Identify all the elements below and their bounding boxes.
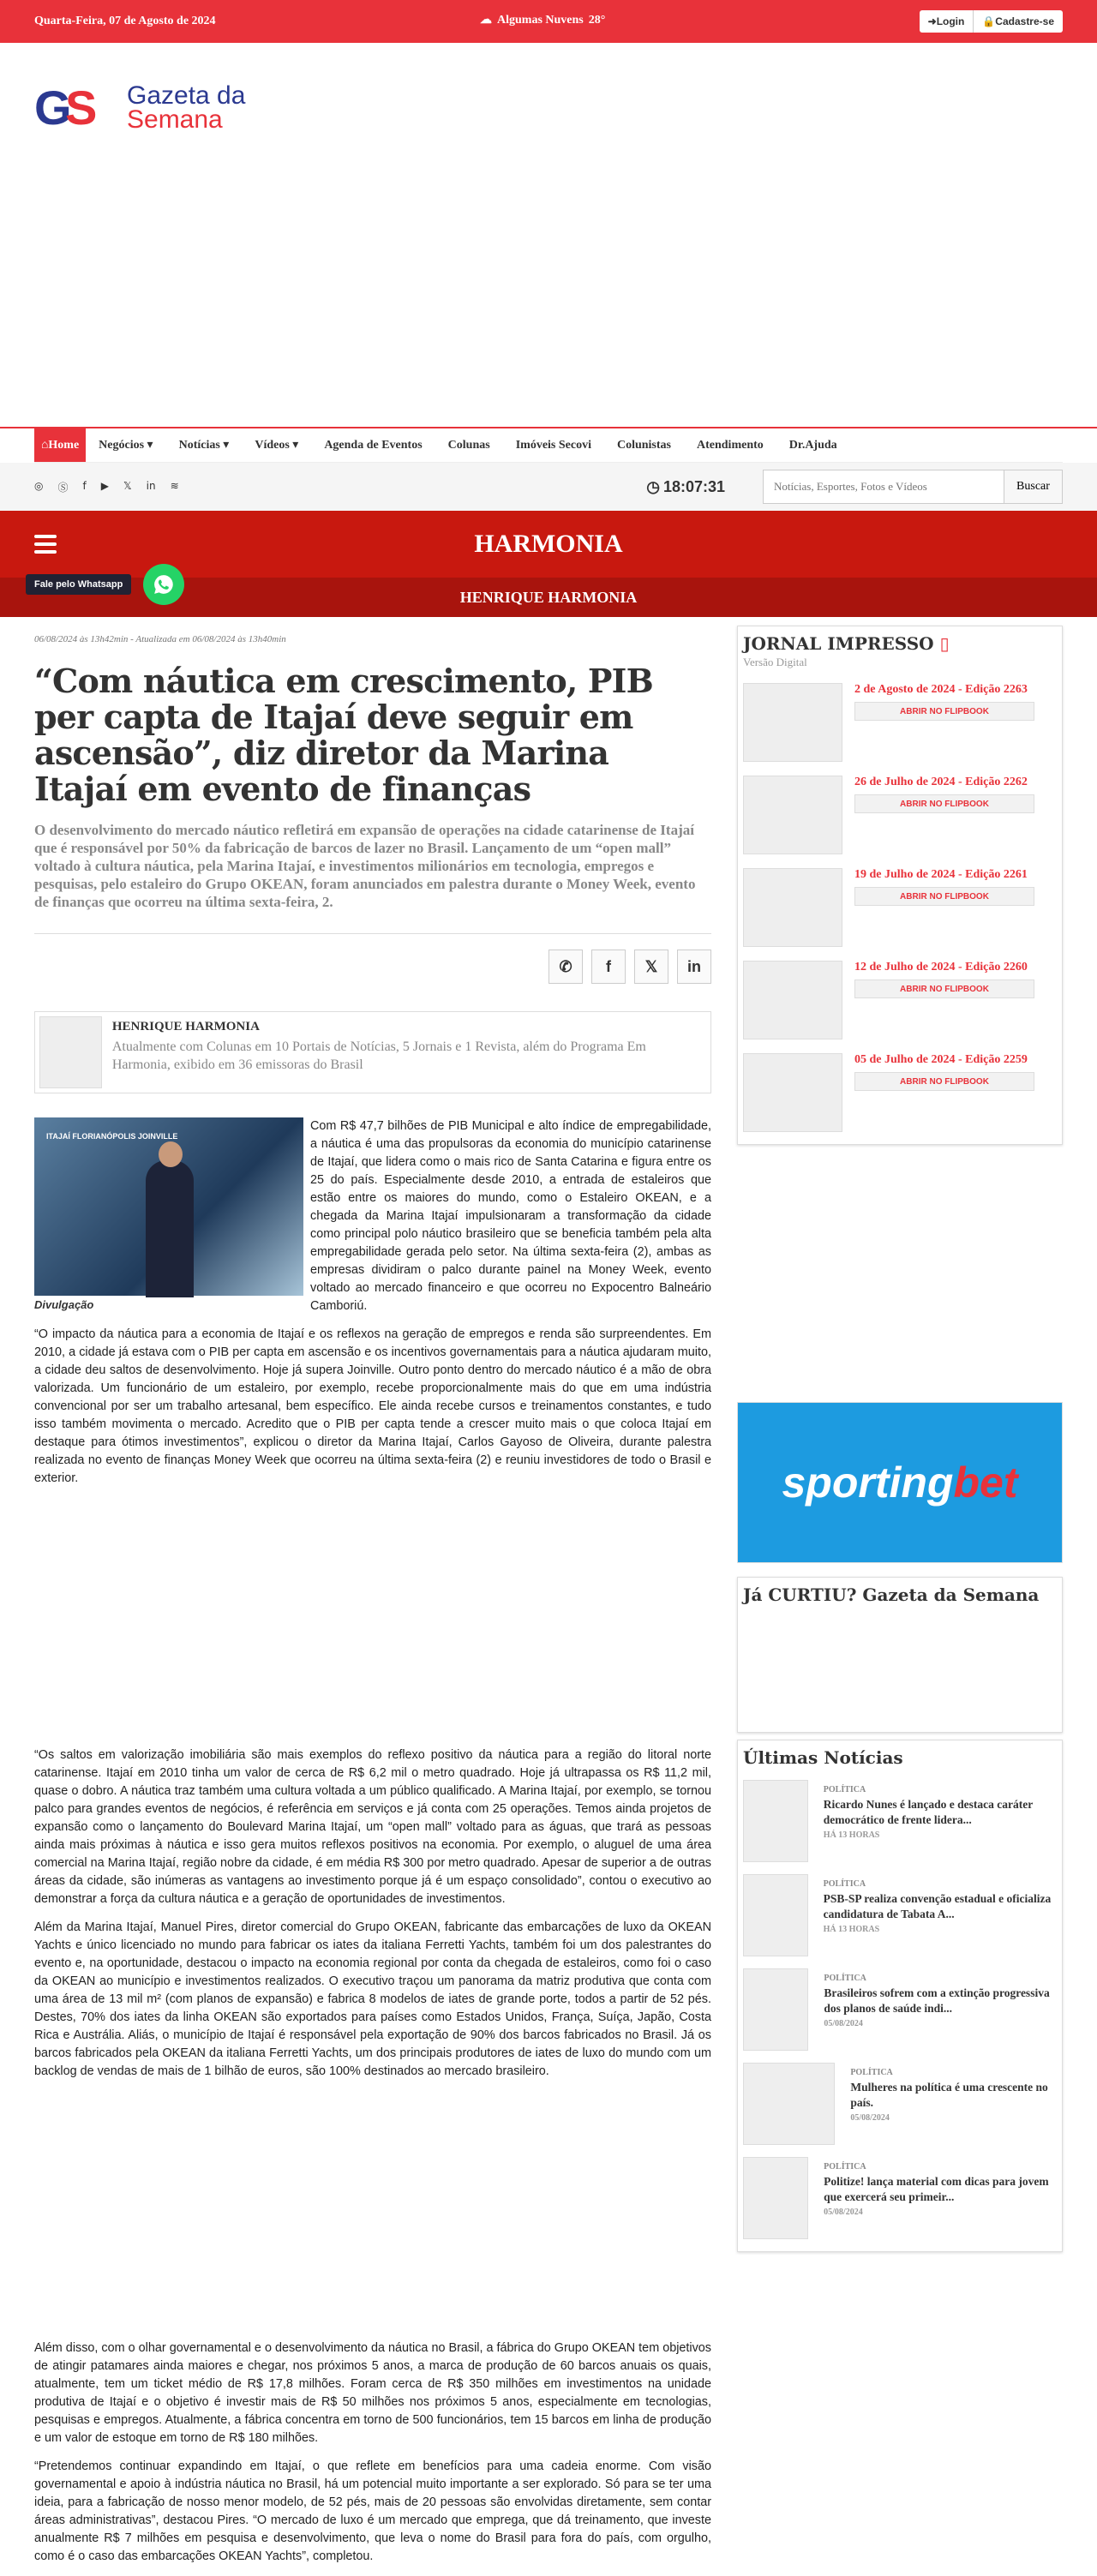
edition-cover[interactable] — [743, 961, 842, 1039]
edition-item — [743, 961, 1057, 1039]
search-button[interactable]: Buscar — [1004, 470, 1062, 503]
sub-nav — [0, 463, 1097, 511]
paragraph: “Pretendemos continuar expandindo em Itajaí, o que reflete em benefícios para uma cadeia enorme. Com visão governamental e apoio à indústria náutica no Brasil, há um potencial muito importante a ser explorado. Só para se ter uma ideia, para a fabricação de nosso menor modelo, de 52 pés, mais de 20 pessoas são envolvidas diretamente, sem contar áreas administrativas”, destacou Pires. “O mercado de luxo é um mercado que emprega, que dá treinamento, que investe anualmente R$ 7 milhões em pesquisa e desenvolvimento, que leva o nome do Brasil para fora do país, com orgulho, como é o caso das embarcações OKEAN Yachts”, completou. — [34, 2459, 711, 2563]
edition-title[interactable]: 12 de Julho de 2024 - Edição 2260 — [854, 961, 1028, 973]
weather — [480, 13, 605, 27]
news-thumb[interactable] — [743, 1874, 808, 1956]
current-date: Quarta-Feira, 07 de Agosto de 2024 — [34, 15, 216, 27]
news-item[interactable]: POLÍTICA Politize! lança material com dicas para jovem que exercerá seu primeir... 05/08/2024 — [743, 2157, 1057, 2239]
article-meta: 06/08/2024 às 13h42min - Atualizada em 06/08/2024 às 13h40min — [34, 634, 286, 644]
clock: ◷ 18:07:31 — [646, 477, 725, 495]
whatsapp-label: Fale pelo Whatsapp — [26, 574, 131, 595]
home-icon: ⌂ — [41, 438, 49, 452]
nav-imoveis[interactable]: Imóveis Secovi — [515, 438, 591, 452]
paragraph: Além da Marina Itajaí, Manuel Pires, diretor comercial do Grupo OKEAN, fabricante das embarcações de luxo da OKEAN Yachts e único licenciado no mundo para fabricar os iates da italiana Ferretti Yachts, também foi um dos palestrantes do evento e, na oportunidade, destacou o impacto na economia regional por conta da chegada de estaleiros, como foi o caso da OKEAN ao município e investimentos realizados. O executivo traçou um panorama da matriz produtiva que conta com uma área de 13 mil m² (com planos de expansão) e fabrica 8 modelos de iates de grande porte, todos a partir de 52 pés. Destes, 70% dos iates da linha OKEAN são exportados para países como Estados Unidos, França, Suíça, Japão, Costa Rica e Austrália. Aliás, o município de Itajaí é responsável pela exportação de 90% dos barcos fabricados no Brasil. Já os barcos fabricados pela OKEAN da italiana Ferretti Yachts, um dos principais produtores de iates de luxo do mundo com um backlog de vendas de mais de 1 bilhão de euros, são 100% destinados ao mercado brasileiro. — [34, 1920, 711, 2078]
latest-news-box — [737, 1740, 1063, 2252]
search-form — [763, 470, 1063, 504]
paragraph: Com R$ 47,7 bilhões de PIB Municipal e alto índice de empregabilidade, a náutica é uma das propulsoras da economia do município catarinense de Itajaí, que lidera como o mais rico de Santa Catarina e figura entre os 25 do país. Especialmente desde 2010, a entrada de estaleiros que estão entre os maiores do mundo, como o Estaleiro OKEAN, e a chegada da Marina Itajaí impulsionaram a transformação da cidade como principal polo náutico brasileiro que se beneficia também pela alta empregabilidade gerada pelo setor. Na última sexta-feira (2), ambas as empresas dividiram o palco durante painel na Money Week, evento voltado ao mercado financeiro e que ocorreu no Expocentro Balneário Camboriú. — [310, 1119, 711, 1313]
nav-colunas[interactable]: Colunas — [447, 438, 490, 452]
news-thumb[interactable] — [743, 1780, 808, 1862]
nav-drajuda[interactable]: Dr.Ajuda — [788, 438, 837, 452]
latest-news-title: Últimas Notícias — [743, 1747, 903, 1768]
article-headline: “Com náutica em crescimento, PIB per capta de Itajaí deve seguir em ascensão”, diz diretor da Marina Itajaí em evento de finanças — [34, 662, 653, 808]
photo-banner-text: ITAJAÍ FLORIANÓPOLIS JOINVILLE — [46, 1132, 178, 1141]
nav-videos[interactable]: Vídeos ▾ — [255, 439, 299, 452]
edition-item — [743, 868, 1057, 947]
news-item[interactable]: POLÍTICA PSB-SP realiza convenção estadual e oficializa candidatura de Tabata A... HÁ 13 HORAS — [743, 1874, 1057, 1956]
photo-caption: Divulgação — [34, 1298, 94, 1311]
edition-item — [743, 1053, 1057, 1132]
whatsapp-widget[interactable] — [26, 564, 184, 605]
linkedin-icon[interactable]: in — [146, 479, 156, 492]
nav-agenda[interactable]: Agenda de Eventos — [324, 438, 423, 452]
edition-cover[interactable] — [743, 1053, 842, 1132]
nav-atendimento[interactable]: Atendimento — [697, 438, 764, 452]
login-button[interactable]: ➜Login — [920, 10, 974, 33]
site-logo[interactable] — [34, 81, 1063, 135]
edition-title[interactable]: 26 de Julho de 2024 - Edição 2262 — [854, 776, 1028, 788]
news-thumb[interactable] — [743, 2063, 835, 2145]
section-title: HARMONIA — [474, 530, 623, 558]
sidebar — [737, 626, 1063, 2576]
flipbook-button[interactable]: ABRIR NO FLIPBOOK — [854, 702, 1034, 721]
news-item[interactable]: POLÍTICA Brasileiros sofrem com a extinção progressiva dos planos de saúde indi... 05/08/2024 — [743, 1968, 1057, 2051]
edition-item — [743, 776, 1057, 854]
top-bar — [0, 0, 1097, 43]
paragraph: Além disso, com o olhar governamental e o desenvolvimento da náutica no Brasil, a fábrica do Grupo OKEAN tem objetivos de atingir patamares ainda maiores e chegar, nos próximos 5 anos, a marca de produção de 60 barcos anuais os quais, atualmente, tem um ticket médio de R$ 17,8 milhões. Foram cerca de R$ 350 milhões em investimentos na unidade produtiva de Itajaí e o objetivo é investir mais de R$ 50 milhões nos próximos 5 anos, especialmente em tecnologias, pesquisas e empregos. Atualmente, a fábrica concentra em torno de 500 funcionários, tem 15 barcos em linha de produção e um valor de estoque em torno de R$ 180 milhões. — [34, 2341, 711, 2445]
edition-cover[interactable] — [743, 776, 842, 854]
nav-home[interactable]: ⌂ Home — [34, 428, 86, 462]
logo-mark: G S — [34, 81, 98, 135]
x-share-icon[interactable]: 𝕏 — [634, 950, 668, 984]
nav-noticias[interactable]: Notícias ▾ — [178, 439, 230, 452]
search-input[interactable] — [764, 470, 1004, 503]
flipbook-button[interactable]: ABRIR NO FLIPBOOK — [854, 1072, 1034, 1091]
curtiu-title: Já CURTIU? Gazeta da Semana — [743, 1585, 1040, 1605]
section-author: HENRIQUE HARMONIA — [0, 578, 1097, 617]
main-content — [0, 617, 1097, 2576]
article-photo — [34, 1117, 303, 1296]
paragraph: “Os saltos em valorização imobiliária são mais exemplos do reflexo positivo da náutica para a região do litoral norte catarinense. Itajaí em 2010 tinha um valor de cerca de R$ 6,2 mil o metro quadrado. Hoje já ultrapassa os R$ 11,2 mil, quase o dobro. A náutica traz também uma cultura voltada a um público qualificado. A Marina Itajaí, por exemplo, se tornou palco para grandes eventos de negócios, é referência em serviços e já conta com 25 operações. Temos ainda projetos de expansão como o lançamento do Boulevard Marina Itajaí, um “open mall” voltado para as águas, que trará as pessoas ainda mais próximas à náutica e isso gera muitos reflexos positivos na economia. Por exemplo, o aluguel de uma área comercial na Marina Itajaí, região nobre da cidade, é em média R$ 300 por metro quadrado. Apesar de superior a de outras áreas da cidade, são inúmeras as vantagens ao investimento porque já é um espaço consolidado”, contou o executivo ao demonstrar a força da cultura náutica e a geração de oportunidades de investimentos. — [34, 1748, 711, 1906]
edition-item — [743, 683, 1057, 762]
edition-cover[interactable] — [743, 683, 842, 762]
ad-slot — [34, 1498, 711, 1746]
share-bar — [34, 933, 711, 984]
news-thumb[interactable] — [743, 2157, 808, 2239]
edition-title[interactable]: 2 de Agosto de 2024 - Edição 2263 — [854, 683, 1028, 696]
linkedin-share-icon[interactable]: in — [677, 950, 711, 984]
article-figure — [34, 1117, 303, 1314]
author-avatar — [39, 1016, 102, 1088]
edition-cover[interactable] — [743, 868, 842, 947]
edition-title[interactable]: 19 de Julho de 2024 - Edição 2261 — [854, 868, 1028, 881]
author-name[interactable]: HENRIQUE HARMONIA — [111, 1020, 260, 1033]
logo-text: Gazeta da Semana — [127, 81, 246, 134]
edition-title[interactable]: 05 de Julho de 2024 - Edição 2259 — [854, 1053, 1028, 1066]
jornal-impresso-box — [737, 626, 1063, 1145]
weather-temp: 28° — [588, 13, 606, 27]
rss-icon[interactable]: ≋ — [170, 479, 179, 492]
auth-links — [920, 10, 1063, 33]
nav-negocios[interactable]: Negócios ▾ — [99, 439, 153, 452]
author-bio: Atualmente com Colunas em 10 Portais de Notícias, 5 Jornais e 1 Revista, além do Programa Em Harmonia, exibido em 36 emissoras do Brasil — [111, 1039, 646, 1072]
signup-button[interactable]: 🔒Cadastre-se — [974, 10, 1063, 33]
article — [34, 617, 711, 2576]
flipbook-button[interactable]: ABRIR NO FLIPBOOK — [854, 794, 1034, 813]
skype-icon[interactable]: Ⓢ — [57, 481, 69, 494]
jornal-title: JORNAL IMPRESSO — [743, 633, 934, 654]
paragraph: “O impacto da náutica para a economia de Itajaí e os reflexos na geração de empregos e renda são surpreendentes. Em 2010, a cidade já estava com o PIB per capta em ascensão e os incentivos governamentais para a náutica ajudaram muito, a cidade deu saltos de desenvolvimento. Hoje já supera Joinville. Outro ponto dentro do mercado náutico é a mão de obra valorizada. Um funcionário de um estaleiro, por exemplo, recebe proporcionalmente mais do que em uma indústria convencional por ser um trabalho artesanal, bem específico. Ele ainda recebe cursos e treinamentos constantes, e tudo isso também movimenta o mercado. Acredito que o PIB per capta tende a crescer muito mais o que coloca Itajaí em destaque para ótimos investimentos”, explicou o diretor da Marina Itajaí, Carlos Gayoso de Oliveira, durante palestra realizada no evento de finanças Money Week que ocorreu na última sexta-feira (2) e reuniu investidores de todo o Brasil e exterior. — [34, 1327, 711, 1485]
header-logo-area — [0, 43, 1097, 428]
main-nav — [34, 428, 1063, 463]
facebook-box — [737, 1577, 1063, 1733]
author-box — [34, 1011, 711, 1093]
nav-colunistas[interactable]: Colunistas — [616, 438, 671, 452]
facebook-share-icon[interactable]: f — [591, 950, 626, 984]
clock-icon: ◷ — [646, 477, 660, 495]
facebook-icon[interactable]: f — [82, 479, 87, 492]
whatsapp-share-icon[interactable]: ✆ — [548, 950, 583, 984]
mobile-icon: ▯ — [939, 633, 950, 654]
sportingbet-ad[interactable]: sporting bet — [737, 1402, 1063, 1563]
menu-icon[interactable] — [34, 535, 57, 558]
jornal-subtitle: Versão Digital — [743, 656, 807, 668]
article-lead: O desenvolvimento do mercado náutico refletirá em expansão de operações na cidade catarinense de Itajaí que é responsável por 50% da fabricação de barcos de lazer no Brasil. Lançamento de um “open mall” voltado à cultura náutica, pela Marina Itajaí, e investimentos milionários em tecnologia, empregos e pesquisas, pelo estaleiro do Grupo OKEAN, foram anunciados em palestra durante o Money Week, evento de finanças que ocorreu na última sexta-feira, 2. — [34, 822, 696, 910]
whatsapp-icon[interactable] — [143, 564, 184, 605]
news-item[interactable]: POLÍTICA Ricardo Nunes é lançado e destaca caráter democrático de frente lidera... HÁ 13 HORAS — [743, 1780, 1057, 1862]
news-thumb[interactable] — [743, 1968, 808, 2051]
x-icon[interactable]: 𝕏 — [123, 479, 132, 492]
lock-icon: 🔒 — [982, 15, 996, 27]
cloud-icon: ☁ — [480, 14, 492, 27]
youtube-icon[interactable]: ▶ — [100, 479, 109, 492]
article-body — [34, 1117, 711, 2566]
weather-text: Algumas Nuvens — [497, 13, 584, 27]
ad-slot — [34, 2091, 711, 2339]
flipbook-button[interactable]: ABRIR NO FLIPBOOK — [854, 979, 1034, 998]
news-item[interactable]: POLÍTICA Mulheres na política é uma crescente no país. 05/08/2024 — [743, 2063, 1057, 2145]
social-links — [34, 480, 179, 494]
flipbook-button[interactable]: ABRIR NO FLIPBOOK — [854, 887, 1034, 906]
login-icon: ➜ — [927, 15, 937, 27]
instagram-icon[interactable]: ◎ — [34, 479, 44, 492]
